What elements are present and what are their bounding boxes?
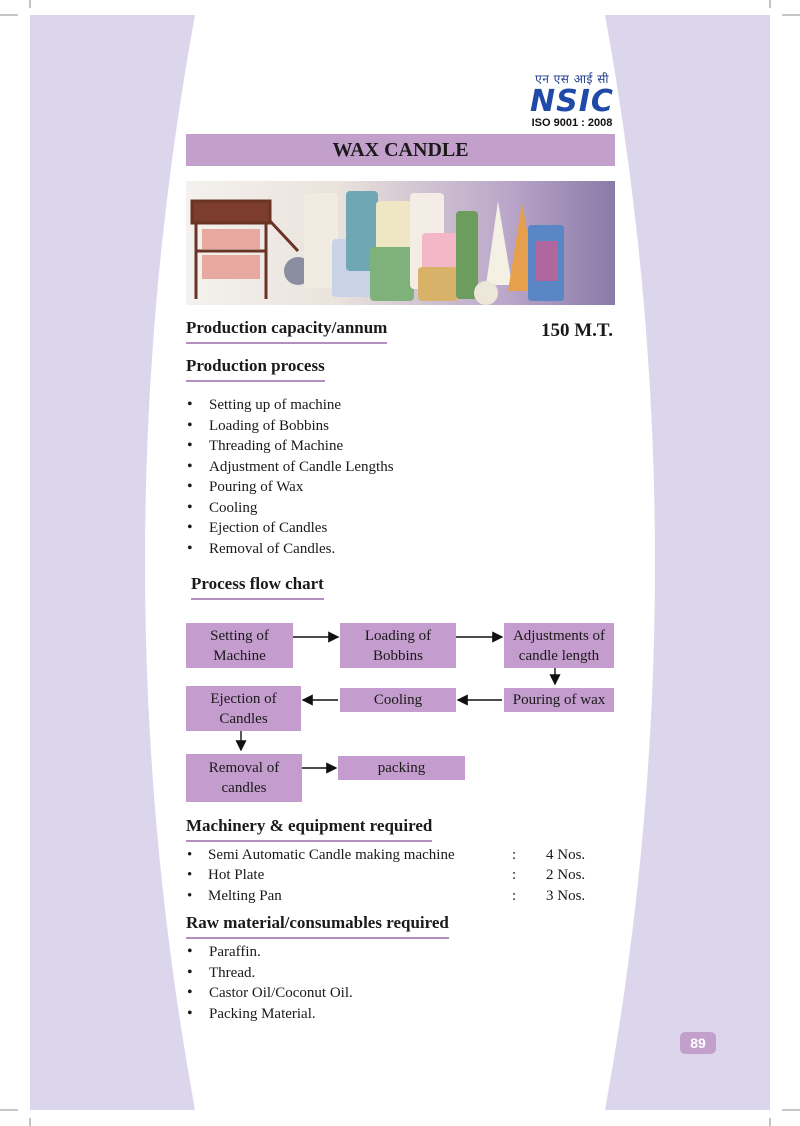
machinery-row [186, 845, 616, 865]
iso-certification: ISO 9001 : 2008 [531, 117, 613, 129]
process-list [186, 395, 394, 559]
flow-heading [191, 574, 324, 594]
list-item: • Adjustment of Candle Lengths [186, 457, 394, 478]
flow-box-adjust [504, 623, 614, 668]
machinery-row [186, 886, 616, 906]
raw-heading [186, 913, 449, 933]
raw-heading-text: Raw material/consumables required [186, 913, 449, 932]
process-heading [186, 356, 325, 376]
flow-box-removal [186, 754, 302, 802]
capacity-value: 150 M.T. [541, 320, 613, 341]
capacity-underline [186, 342, 387, 344]
machinery-name: Semi Automatic Candle making machine [208, 847, 455, 863]
machinery-qty: 2 Nos. [546, 867, 586, 883]
list-item: • Cooling [186, 498, 394, 519]
machinery-underline [186, 840, 432, 842]
flow-box-ejection [186, 686, 301, 731]
flow-box-label: Loading of Bobbins [364, 627, 432, 664]
list-item: • Setting up of machine [186, 395, 394, 416]
machinery-heading-text: Machinery & equipment required [186, 816, 433, 835]
list-item: • Threading of Machine [186, 436, 394, 457]
machinery-heading [186, 816, 432, 836]
flow-underline [191, 598, 324, 600]
capacity-label: Production capacity/annum [186, 318, 388, 337]
logo-wordmark: NSIC [530, 84, 614, 119]
process-heading-text: Production process [186, 356, 325, 375]
bullet: • [187, 867, 193, 883]
list-item: • Castor Oil/Coconut Oil. [186, 983, 353, 1004]
bullet: • [187, 847, 193, 863]
flow-box-loading [340, 623, 456, 668]
page-number-text: 89 [690, 1035, 706, 1051]
page-title-text: WAX CANDLE [332, 138, 469, 161]
flow-box-pouring [504, 688, 614, 712]
flow-box-label: Removal of candles [208, 760, 280, 796]
machinery-qty: 4 Nos. [546, 847, 586, 863]
machinery-sep: : [512, 888, 517, 904]
nsic-logo [522, 70, 622, 129]
list-item: • Ejection of Candles [186, 518, 394, 539]
flow-box-label: packing [377, 760, 426, 776]
list-item: • Pouring of Wax [186, 477, 394, 498]
flow-box-cooling [340, 688, 456, 712]
raw-underline [186, 937, 449, 939]
flow-box-label: Ejection of Candles [210, 690, 277, 727]
page-title [186, 134, 615, 166]
flow-box-label: Setting of Machine [210, 627, 269, 664]
flow-box-label: Adjustments of candle length [512, 627, 606, 664]
page-number [680, 1032, 716, 1054]
machinery-name: Melting Pan [208, 888, 282, 904]
flow-box-setting [186, 623, 293, 668]
candle-machine-photo [186, 181, 615, 305]
flow-heading-text: Process flow chart [191, 574, 324, 593]
machinery-qty: 3 Nos. [546, 888, 586, 904]
list-item: • Loading of Bobbins [186, 416, 394, 437]
machinery-sep: : [512, 867, 517, 883]
machinery-row [186, 865, 616, 885]
flow-box-label: Cooling [373, 692, 423, 708]
list-item: • Removal of Candles. [186, 539, 394, 560]
list-item: • Paraffin. [186, 942, 353, 963]
flow-box-label: Pouring of wax [512, 692, 606, 708]
list-item: • Thread. [186, 963, 353, 984]
machinery-name: Hot Plate [208, 867, 265, 883]
machinery-sep: : [512, 847, 517, 863]
logo-hindi-text: एन एस आई सी [535, 72, 609, 86]
bullet: • [187, 888, 193, 904]
process-underline [186, 380, 325, 382]
capacity-heading [186, 318, 387, 338]
list-item: • Packing Material. [186, 1004, 353, 1025]
raw-list [186, 942, 353, 1024]
flow-box-packing [338, 756, 465, 780]
